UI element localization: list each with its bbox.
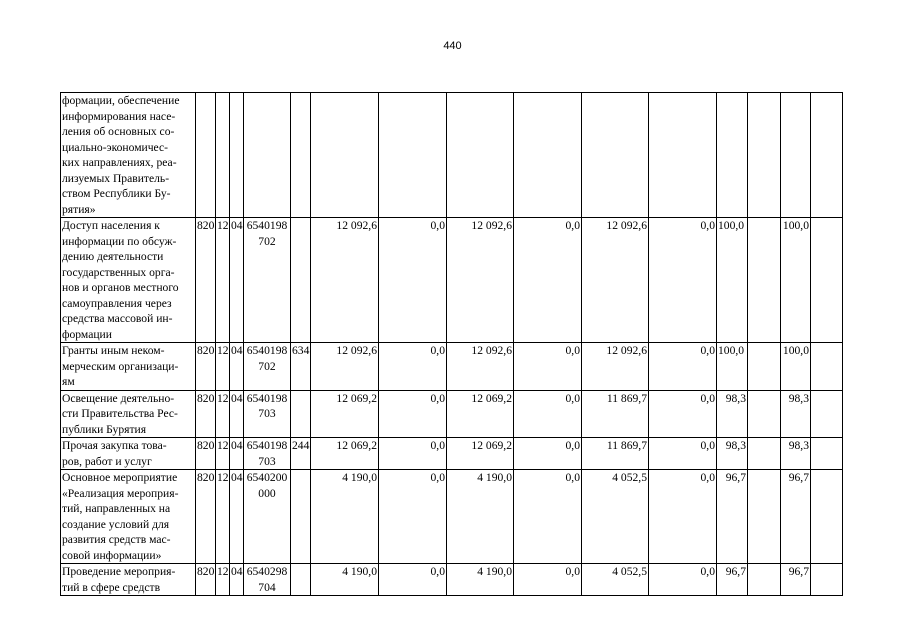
row-name: Основное мероприятие «Реализация мероприя- тий, направленных на создание условий для развития средств мас- совой информации» [61, 470, 196, 564]
cell-percent [748, 438, 781, 470]
cell-value: 4 190,0 [311, 564, 379, 596]
cell-percent: 100,0 [781, 343, 811, 391]
cell-subsection: 04 [230, 343, 244, 391]
cell-target-article: 6540198 702 [244, 343, 291, 391]
cell-value: 12 069,2 [447, 390, 514, 438]
cell-value [649, 93, 717, 218]
cell-value: 0,0 [379, 438, 447, 470]
cell-percent: 96,7 [717, 564, 748, 596]
cell-target-article [244, 93, 291, 218]
cell-percent [811, 93, 843, 218]
cell-value: 0,0 [379, 470, 447, 564]
cell-percent [811, 343, 843, 391]
cell-subsection: 04 [230, 218, 244, 343]
cell-value [379, 93, 447, 218]
cell-value: 12 069,2 [311, 438, 379, 470]
cell-gr-code: 820 [196, 390, 216, 438]
cell-percent [811, 470, 843, 564]
table-row [61, 93, 843, 218]
page-number: 440 [443, 40, 462, 52]
table-row [61, 470, 843, 564]
cell-expense-type [291, 218, 311, 343]
cell-gr-code: 820 [196, 438, 216, 470]
cell-percent [811, 218, 843, 343]
cell-value: 12 069,2 [447, 438, 514, 470]
cell-expense-type [291, 390, 311, 438]
cell-value: 11 869,7 [582, 390, 649, 438]
cell-expense-type: 244 [291, 438, 311, 470]
cell-percent [748, 564, 781, 596]
cell-percent: 98,3 [781, 438, 811, 470]
cell-expense-type [291, 564, 311, 596]
cell-section: 12 [216, 438, 230, 470]
cell-percent: 100,0 [717, 218, 748, 343]
cell-value: 4 190,0 [447, 470, 514, 564]
cell-value: 0,0 [514, 390, 582, 438]
cell-percent [811, 438, 843, 470]
cell-value [447, 93, 514, 218]
cell-value: 12 092,6 [447, 343, 514, 391]
table-row [61, 343, 843, 391]
cell-gr-code: 820 [196, 564, 216, 596]
row-name: Проведение мероприя- тий в сфере средств [61, 564, 196, 596]
cell-value: 0,0 [379, 564, 447, 596]
cell-subsection: 04 [230, 438, 244, 470]
table-body [61, 93, 843, 596]
cell-percent: 96,7 [717, 470, 748, 564]
cell-value: 4 190,0 [311, 470, 379, 564]
cell-value: 12 092,6 [311, 343, 379, 391]
cell-percent [748, 343, 781, 391]
cell-value: 12 092,6 [311, 218, 379, 343]
cell-value [514, 93, 582, 218]
cell-value: 0,0 [649, 343, 717, 391]
cell-target-article: 6540298 704 [244, 564, 291, 596]
cell-percent: 98,3 [717, 438, 748, 470]
table-row [61, 390, 843, 438]
cell-value: 0,0 [649, 438, 717, 470]
cell-gr-code: 820 [196, 343, 216, 391]
cell-value: 0,0 [514, 438, 582, 470]
cell-value: 0,0 [649, 470, 717, 564]
cell-value: 0,0 [379, 218, 447, 343]
cell-percent: 96,7 [781, 470, 811, 564]
cell-section [216, 93, 230, 218]
cell-gr-code: 820 [196, 470, 216, 564]
cell-target-article: 6540200 000 [244, 470, 291, 564]
cell-expense-type [291, 93, 311, 218]
cell-subsection: 04 [230, 564, 244, 596]
cell-value: 4 190,0 [447, 564, 514, 596]
cell-value: 4 052,5 [582, 564, 649, 596]
cell-value: 0,0 [514, 343, 582, 391]
table-row [61, 564, 843, 596]
cell-value: 0,0 [514, 470, 582, 564]
cell-section: 12 [216, 564, 230, 596]
cell-value: 0,0 [649, 390, 717, 438]
cell-percent: 100,0 [781, 218, 811, 343]
cell-section: 12 [216, 343, 230, 391]
cell-percent [748, 93, 781, 218]
cell-value: 0,0 [649, 564, 717, 596]
cell-value: 0,0 [514, 218, 582, 343]
cell-percent: 98,3 [781, 390, 811, 438]
cell-subsection: 04 [230, 390, 244, 438]
cell-value: 12 092,6 [582, 343, 649, 391]
cell-percent: 100,0 [717, 343, 748, 391]
cell-expense-type [291, 470, 311, 564]
cell-value: 12 069,2 [311, 390, 379, 438]
cell-value: 0,0 [379, 390, 447, 438]
cell-section: 12 [216, 218, 230, 343]
cell-value: 0,0 [379, 343, 447, 391]
cell-percent [748, 390, 781, 438]
table-row [61, 438, 843, 470]
cell-value: 12 092,6 [582, 218, 649, 343]
table-row [61, 218, 843, 343]
cell-section: 12 [216, 390, 230, 438]
cell-value: 4 052,5 [582, 470, 649, 564]
cell-section: 12 [216, 470, 230, 564]
cell-value [582, 93, 649, 218]
cell-percent [717, 93, 748, 218]
cell-percent: 98,3 [717, 390, 748, 438]
row-name: формации, обеспечение информирования насе- ления об основных со- циально-экономичес- ких направлениях, реа- лизуемых Правитель- ством Республики Бу- рятия» [61, 93, 196, 218]
cell-percent: 96,7 [781, 564, 811, 596]
budget-table [60, 92, 843, 596]
cell-percent [811, 564, 843, 596]
cell-target-article: 6540198 703 [244, 390, 291, 438]
cell-target-article: 6540198 703 [244, 438, 291, 470]
cell-value: 11 869,7 [582, 438, 649, 470]
row-name: Освещение деятельно- сти Правительства Рес- публики Бурятия [61, 390, 196, 438]
cell-gr-code [196, 93, 216, 218]
cell-percent [748, 470, 781, 564]
cell-value [311, 93, 379, 218]
cell-percent [781, 93, 811, 218]
cell-expense-type: 634 [291, 343, 311, 391]
cell-percent [811, 390, 843, 438]
cell-value: 0,0 [514, 564, 582, 596]
row-name: Гранты иным неком- мерческим организаци- ям [61, 343, 196, 391]
cell-value: 12 092,6 [447, 218, 514, 343]
row-name: Доступ населения к информации по обсуж- дению деятельности государственных орга- нов и органов местного самоуправления через средства массовой ин- формации [61, 218, 196, 343]
cell-percent [748, 218, 781, 343]
cell-subsection: 04 [230, 470, 244, 564]
row-name: Прочая закупка това- ров, работ и услуг [61, 438, 196, 470]
cell-gr-code: 820 [196, 218, 216, 343]
cell-target-article: 6540198 702 [244, 218, 291, 343]
cell-subsection [230, 93, 244, 218]
cell-value: 0,0 [649, 218, 717, 343]
